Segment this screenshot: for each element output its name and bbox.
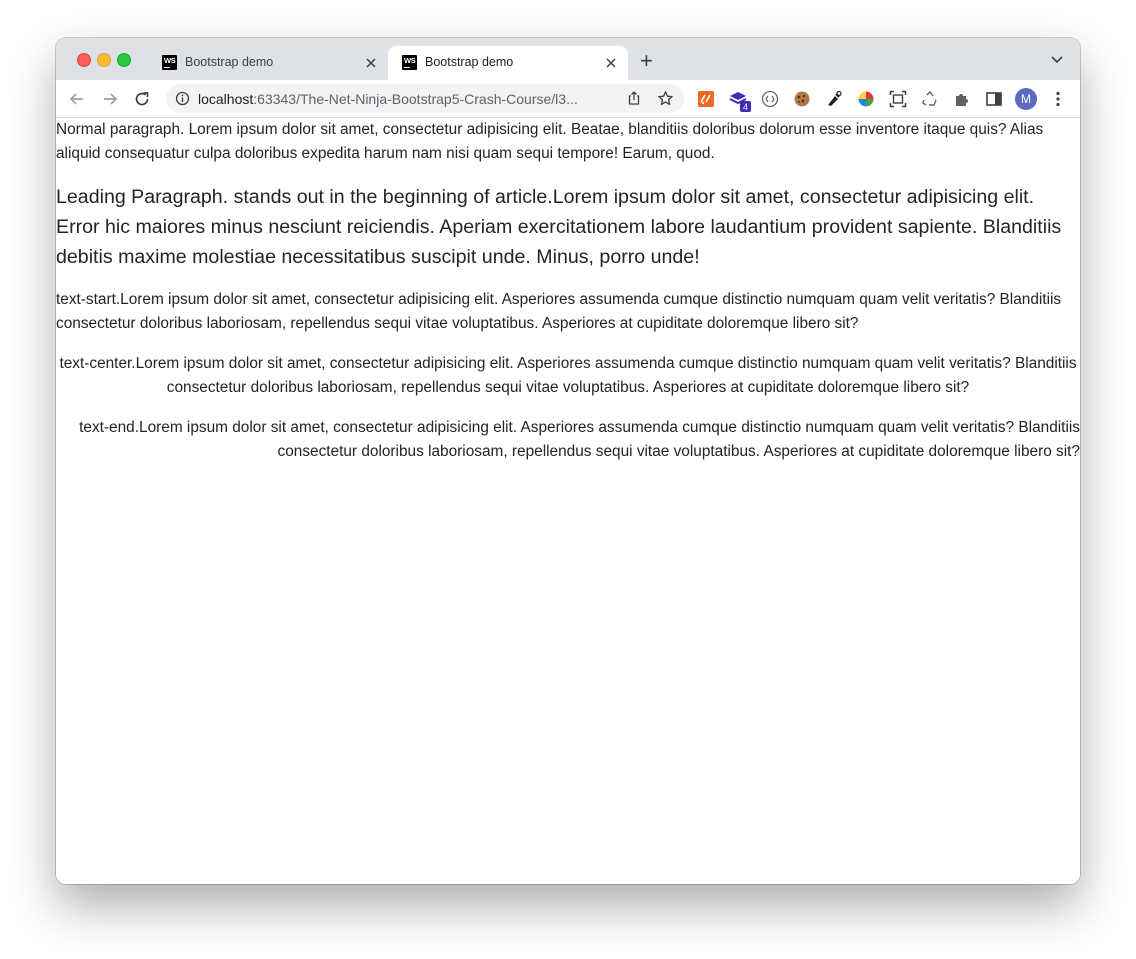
puzzle-icon[interactable] [953, 90, 971, 108]
address-bar[interactable] [166, 84, 684, 113]
new-tab-button[interactable]: + [640, 48, 653, 73]
minimize-window-button[interactable] [97, 53, 111, 67]
webstorm-favicon-icon: WS [402, 55, 417, 70]
close-window-button[interactable] [77, 53, 91, 67]
reload-icon[interactable] [133, 90, 151, 113]
layers-extension-icon[interactable] [729, 90, 753, 112]
share-icon[interactable] [626, 90, 642, 111]
webstorm-favicon-icon: WS [162, 55, 177, 70]
bookmark-star-icon[interactable] [657, 90, 674, 112]
zoom-window-button[interactable] [117, 53, 131, 67]
tab-bootstrap-demo-1[interactable] [148, 46, 388, 80]
more-menu-icon[interactable] [1054, 90, 1062, 113]
pen-tool-icon[interactable] [825, 90, 843, 108]
text-start-paragraph: text-start.Lorem ipsum dolor sit amet, consectetur adipisicing elit. Asperiores assumenda cumque distinctio numquam quam velit veritatis? Blanditiis consectetur doloribus laboriosam, repellendus sequi vitae voluptatibus. Asperiores at cupiditate doloremque libero sit? [56, 291, 1062, 332]
svg-text:4: 4 [742, 102, 749, 112]
back-arrow-icon[interactable] [68, 90, 86, 113]
lead-paragraph: Leading Paragraph. stands out in the beginning of article.Lorem ipsum dolor sit amet, consectetur adipisicing elit. Error hic maiores minus nesciunt reiciendis. Aperiam exercitationem labore laudantium provident sapiente. Blanditiis debitis maxime molestiae necessitatibus suscipit unde. Minus, porro unde! [56, 186, 1062, 268]
tab-search-chevron-icon[interactable] [1050, 52, 1064, 71]
profile-avatar[interactable]: M [1015, 88, 1037, 110]
normal-paragraph: Normal paragraph. Lorem ipsum dolor sit amet, consectetur adipisicing elit. Beatae, blanditiis doloribus dolorum esse inventore itaque quis? Alias aliquid consequatur culpa doloribus expedita harum nam nisi quam sequi tempore! Earum, quod. [56, 121, 1044, 162]
site-info-icon[interactable] [175, 91, 190, 111]
forward-arrow-icon[interactable] [101, 90, 119, 113]
close-tab-icon[interactable] [364, 52, 378, 75]
tab-title: Bootstrap demo [425, 55, 514, 69]
url-text: localhost:63343/The-Net-Ninja-Bootstrap5-Crash-Course/l3... [198, 91, 578, 107]
side-panel-icon[interactable] [985, 90, 1003, 108]
close-tab-icon[interactable] [604, 52, 618, 75]
tab-strip [56, 38, 1080, 80]
tab-title: Bootstrap demo [185, 55, 274, 69]
color-wheel-icon[interactable] [857, 90, 875, 108]
text-center-paragraph: text-center.Lorem ipsum dolor sit amet, consectetur adipisicing elit. Asperiores assumenda cumque distinctio numquam quam velit veritatis? Blanditiis consectetur doloribus laboriosam, repellendus sequi vitae voluptatibus. Asperiores at cupiditate doloremque libero sit? [59, 355, 1077, 396]
browser-toolbar [56, 80, 1080, 118]
page-content [56, 118, 1080, 884]
browser-window [56, 38, 1080, 884]
cookie-icon[interactable] [793, 90, 811, 108]
recycle-icon[interactable] [921, 90, 939, 108]
tab-bootstrap-demo-2[interactable] [388, 46, 628, 80]
tampermonkey-icon[interactable] [697, 90, 715, 108]
code-brackets-icon[interactable] [761, 90, 779, 108]
text-end-paragraph: text-end.Lorem ipsum dolor sit amet, consectetur adipisicing elit. Asperiores assumenda cumque distinctio numquam quam velit veritatis? Blanditiis consectetur doloribus laboriosam, repellendus sequi vitae voluptatibus. Asperiores at cupiditate doloremque libero sit? [79, 419, 1080, 460]
screenshot-icon[interactable] [889, 90, 907, 108]
